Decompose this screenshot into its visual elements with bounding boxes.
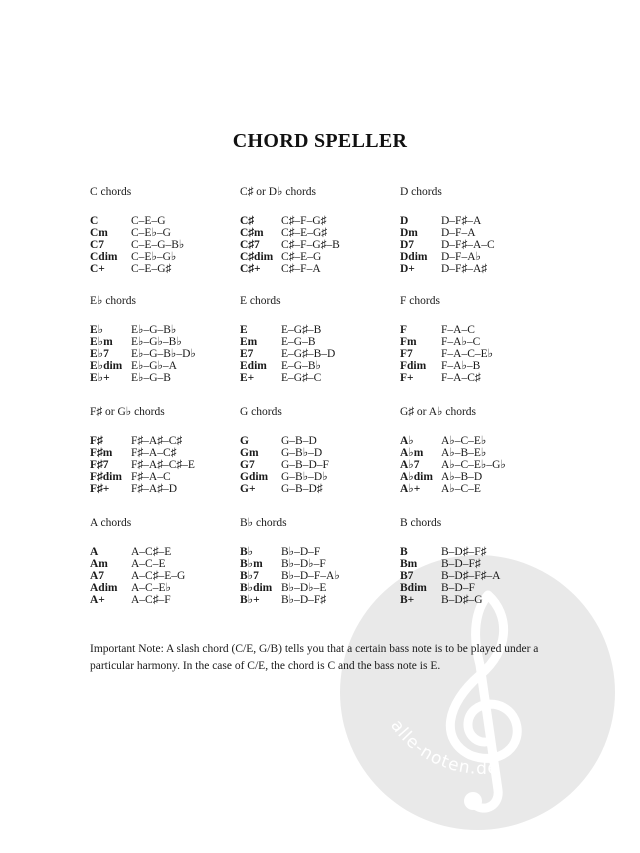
chord-row: [400, 360, 560, 372]
chord-row: [400, 227, 560, 239]
chord-name: F♯dim: [90, 471, 122, 483]
chord-notes: F♯–A♯–C♯–E: [131, 459, 195, 471]
chord-notes: E♭–G♭–A: [131, 360, 177, 372]
chord-notes: C–E♭–G♭: [131, 251, 177, 263]
chord-row: [90, 546, 250, 558]
chord-row: [90, 435, 250, 447]
chord-name: D7: [400, 239, 415, 251]
chord-row: [90, 558, 250, 570]
chord-name: F♯: [90, 435, 103, 447]
chord-group: [90, 515, 250, 606]
chord-notes: C–E–G♯: [131, 263, 172, 275]
chord-group: [240, 184, 400, 275]
chord-row: [400, 251, 560, 263]
chord-notes: C–E–G: [131, 215, 166, 227]
chord-notes: E♭–G–B♭–D♭: [131, 348, 196, 360]
chord-notes: G–B–D♯: [281, 483, 323, 495]
chord-notes: B–D♯–G: [441, 594, 483, 606]
chord-row: [240, 435, 400, 447]
chord-notes: F–A♭–C: [441, 336, 481, 348]
chord-row: [90, 263, 250, 275]
chord-notes: G–B–D–F: [281, 459, 329, 471]
chord-notes: B♭–D–F♯: [281, 594, 327, 606]
chord-notes: B♭–D♭–F: [281, 558, 326, 570]
chord-list: [240, 546, 400, 606]
chord-name: C♯dim: [240, 251, 274, 263]
chord-name: A♭+: [400, 483, 421, 495]
chord-row: [90, 582, 250, 594]
chord-group-title: B chords: [400, 517, 442, 529]
chord-row: [400, 324, 560, 336]
chord-row: [400, 348, 560, 360]
chord-notes: F–A♭–B: [441, 360, 481, 372]
chord-group-title: C chords: [90, 186, 132, 198]
chord-group: [400, 184, 560, 275]
chord-group-title: G♯ or A♭ chords: [400, 406, 477, 418]
chord-row: [240, 483, 400, 495]
chord-notes: F♯–A–C♯: [131, 447, 177, 459]
chord-notes: B♭–D–F–A♭: [281, 570, 340, 582]
chord-row: [240, 336, 400, 348]
chord-group: [90, 293, 250, 384]
chord-notes: A♭–B–D: [441, 471, 483, 483]
chord-notes: C♯–E–G: [281, 251, 322, 263]
chord-row: [400, 447, 560, 459]
chord-name: A+: [90, 594, 105, 606]
chord-list: [90, 324, 250, 384]
page-title: CHORD SPELLER: [232, 130, 408, 152]
chord-name: A♭7: [400, 459, 420, 471]
chord-name: F♯7: [90, 459, 109, 471]
chord-group-title: C♯ or D♭ chords: [240, 186, 317, 198]
chord-group: [400, 293, 560, 384]
chord-name: Fm: [400, 336, 417, 348]
chord-row: [400, 372, 560, 384]
chord-list: [400, 215, 560, 275]
chord-name: E♭dim: [90, 360, 123, 372]
chord-row: [90, 215, 250, 227]
chord-group: [400, 515, 560, 606]
chord-notes: F♯–A♯–C♯: [131, 435, 183, 447]
chord-name: F♯+: [90, 483, 110, 495]
chord-group-title: E chords: [240, 295, 281, 307]
chord-name: D: [400, 215, 409, 227]
chord-name: G7: [240, 459, 255, 471]
chord-notes: F♯–A♯–D: [131, 483, 178, 495]
chord-notes: G–B♭–D♭: [281, 471, 328, 483]
chord-notes: E♭–G–B♭: [131, 324, 177, 336]
chord-name: F: [400, 324, 408, 336]
watermark-text: alle-noten.de: [386, 716, 500, 779]
chord-name: Fdim: [400, 360, 427, 372]
chord-list: [240, 324, 400, 384]
chord-notes: D–F♯–A–C: [441, 239, 495, 251]
chord-row: [240, 263, 400, 275]
chord-name: E: [240, 324, 248, 336]
chord-notes: G–B♭–D: [281, 447, 323, 459]
chord-notes: A–C♯–F: [131, 594, 171, 606]
chord-name: Gdim: [240, 471, 269, 483]
chord-list: [90, 435, 250, 495]
chord-group-title: F chords: [400, 295, 440, 307]
chord-name: F7: [400, 348, 413, 360]
chord-row: [90, 594, 250, 606]
chord-list: [400, 324, 560, 384]
chord-name: A♭dim: [400, 471, 433, 483]
chord-name: B♭dim: [240, 582, 273, 594]
chord-notes: B–D♯–F♯–A: [441, 570, 501, 582]
chord-row: [400, 336, 560, 348]
chord-name: Gm: [240, 447, 259, 459]
chord-name: F♯m: [90, 447, 113, 459]
chord-name: B♭: [240, 546, 254, 558]
chord-notes: F–A–C–E♭: [441, 348, 494, 360]
chord-row: [240, 471, 400, 483]
chord-notes: C♯–E–G♯: [281, 227, 327, 239]
chord-row: [240, 546, 400, 558]
chord-name: B7: [400, 570, 414, 582]
chord-row: [240, 582, 400, 594]
chord-row: [400, 594, 560, 606]
chord-name: C♯+: [240, 263, 261, 275]
chord-row: [90, 447, 250, 459]
chord-group-title: E♭ chords: [90, 295, 136, 307]
chord-notes: C♯–F–G♯–B: [281, 239, 340, 251]
chord-notes: D–F♯–A: [441, 215, 482, 227]
svg-text:alle-noten.de: [386, 716, 499, 779]
chord-row: [240, 239, 400, 251]
chord-row: [240, 215, 400, 227]
chord-group: [240, 293, 400, 384]
chord-row: [90, 459, 250, 471]
chord-row: [240, 348, 400, 360]
chord-notes: F–A–C♯: [441, 372, 481, 384]
chord-name: Edim: [240, 360, 267, 372]
chord-notes: F–A–C: [441, 324, 475, 336]
chord-name: B♭+: [240, 594, 260, 606]
chord-row: [400, 239, 560, 251]
chord-notes: E–G–B♭: [281, 360, 321, 372]
chord-name: C7: [90, 239, 105, 251]
chord-row: [400, 546, 560, 558]
chord-notes: C–E♭–G: [131, 227, 171, 239]
chord-name: Em: [240, 336, 258, 348]
chord-notes: B♭–D–F: [281, 546, 321, 558]
chord-notes: G–B–D: [281, 435, 317, 447]
chord-name: Cdim: [90, 251, 118, 263]
chord-name: Adim: [90, 582, 118, 594]
chord-group: [400, 404, 560, 495]
chord-name: Ddim: [400, 251, 428, 263]
chord-name: G+: [240, 483, 256, 495]
chord-group: [90, 404, 250, 495]
chord-row: [240, 570, 400, 582]
chord-name: F+: [400, 372, 414, 384]
chord-notes: B–D–F: [441, 582, 475, 594]
chord-row: [90, 239, 250, 251]
chord-notes: E♭–G♭–B♭: [131, 336, 182, 348]
chord-notes: A–C♯–E–G: [131, 570, 186, 582]
chord-group: [240, 515, 400, 606]
chord-name: Bdim: [400, 582, 427, 594]
chord-row: [240, 558, 400, 570]
chord-row: [240, 372, 400, 384]
chord-row: [240, 459, 400, 471]
chord-row: [90, 348, 250, 360]
chord-name: Dm: [400, 227, 418, 239]
chord-row: [400, 570, 560, 582]
chord-group-title: B♭ chords: [240, 517, 287, 529]
chord-notes: B–D–F♯: [441, 558, 481, 570]
chord-name: E+: [240, 372, 255, 384]
chord-name: A♭m: [400, 447, 424, 459]
chord-name: B: [400, 546, 408, 558]
chord-list: [400, 546, 560, 606]
chord-notes: D–F–A: [441, 227, 476, 239]
chord-notes: E–G–B: [281, 336, 316, 348]
chord-name: A7: [90, 570, 105, 582]
chord-name: Bm: [400, 558, 418, 570]
chord-name: G: [240, 435, 249, 447]
chord-notes: B♭–D♭–E: [281, 582, 327, 594]
chord-name: E♭7: [90, 348, 109, 360]
chord-row: [400, 263, 560, 275]
chord-row: [400, 582, 560, 594]
chord-row: [90, 227, 250, 239]
chord-row: [400, 483, 560, 495]
chord-row: [90, 570, 250, 582]
chord-row: [240, 447, 400, 459]
chord-row: [400, 558, 560, 570]
chord-list: [90, 215, 250, 275]
chord-row: [90, 372, 250, 384]
chord-notes: A♭–C–E♭–G♭: [441, 459, 506, 471]
chord-name: Cm: [90, 227, 108, 239]
chord-notes: D–F♯–A♯: [441, 263, 488, 275]
chord-row: [90, 251, 250, 263]
chord-notes: A–C–E♭: [131, 582, 171, 594]
chord-name: C♯: [240, 215, 255, 227]
chord-row: [240, 227, 400, 239]
chord-row: [240, 360, 400, 372]
chord-list: [400, 435, 560, 495]
chord-notes: C–E–G–B♭: [131, 239, 185, 251]
chord-list: [240, 435, 400, 495]
chord-name: C: [90, 215, 99, 227]
chord-notes: E♭–G–B: [131, 372, 171, 384]
chord-name: B♭7: [240, 570, 259, 582]
chord-name: E♭m: [90, 336, 113, 348]
chord-row: [240, 324, 400, 336]
chord-notes: F♯–A–C: [131, 471, 171, 483]
chord-name: D+: [400, 263, 415, 275]
chord-name: E♭: [90, 324, 104, 336]
important-note: Important Note: A slash chord (C/E, G/B) tells you that a certain bass note is to be played under a particular harmony. In the case of C/E, the chord is C and the bass note is E.: [90, 643, 539, 672]
chord-notes: D–F–A♭: [441, 251, 481, 263]
chord-group-title: D chords: [400, 186, 442, 198]
chord-notes: A–C–E: [131, 558, 166, 570]
chord-group-title: A chords: [90, 517, 132, 529]
chord-notes: C♯–F–G♯: [281, 215, 327, 227]
chord-notes: E–G♯–B: [281, 324, 322, 336]
chord-name: E♭+: [90, 372, 110, 384]
chord-notes: A–C♯–E: [131, 546, 172, 558]
chord-list: [240, 215, 400, 275]
chord-notes: A♭–C–E♭: [441, 435, 487, 447]
chord-row: [400, 435, 560, 447]
chord-group: [90, 184, 250, 275]
chord-notes: B–D♯–F♯: [441, 546, 487, 558]
chord-row: [400, 215, 560, 227]
chord-name: B♭m: [240, 558, 263, 570]
chord-group-title: F♯ or G♭ chords: [90, 406, 165, 418]
chord-row: [90, 336, 250, 348]
chord-name: B+: [400, 594, 415, 606]
chord-name: E7: [240, 348, 254, 360]
chord-row: [400, 459, 560, 471]
chord-notes: E–G♯–C: [281, 372, 322, 384]
chord-name: Am: [90, 558, 108, 570]
chord-row: [400, 471, 560, 483]
chord-name: A: [90, 546, 99, 558]
chord-name: C♯m: [240, 227, 264, 239]
chord-notes: E–G♯–B–D: [281, 348, 336, 360]
chord-notes: C♯–F–A: [281, 263, 321, 275]
chord-group-title: G chords: [240, 406, 282, 418]
chord-list: [90, 546, 250, 606]
chord-name: A♭: [400, 435, 414, 447]
chord-row: [240, 594, 400, 606]
chord-row: [240, 251, 400, 263]
chord-name: C+: [90, 263, 105, 275]
chord-notes: A♭–C–E: [441, 483, 481, 495]
chord-group: [240, 404, 400, 495]
chord-row: [90, 471, 250, 483]
chord-name: C♯7: [240, 239, 260, 251]
chord-row: [90, 483, 250, 495]
chord-row: [90, 324, 250, 336]
chord-notes: A♭–B–E♭: [441, 447, 487, 459]
chord-row: [90, 360, 250, 372]
